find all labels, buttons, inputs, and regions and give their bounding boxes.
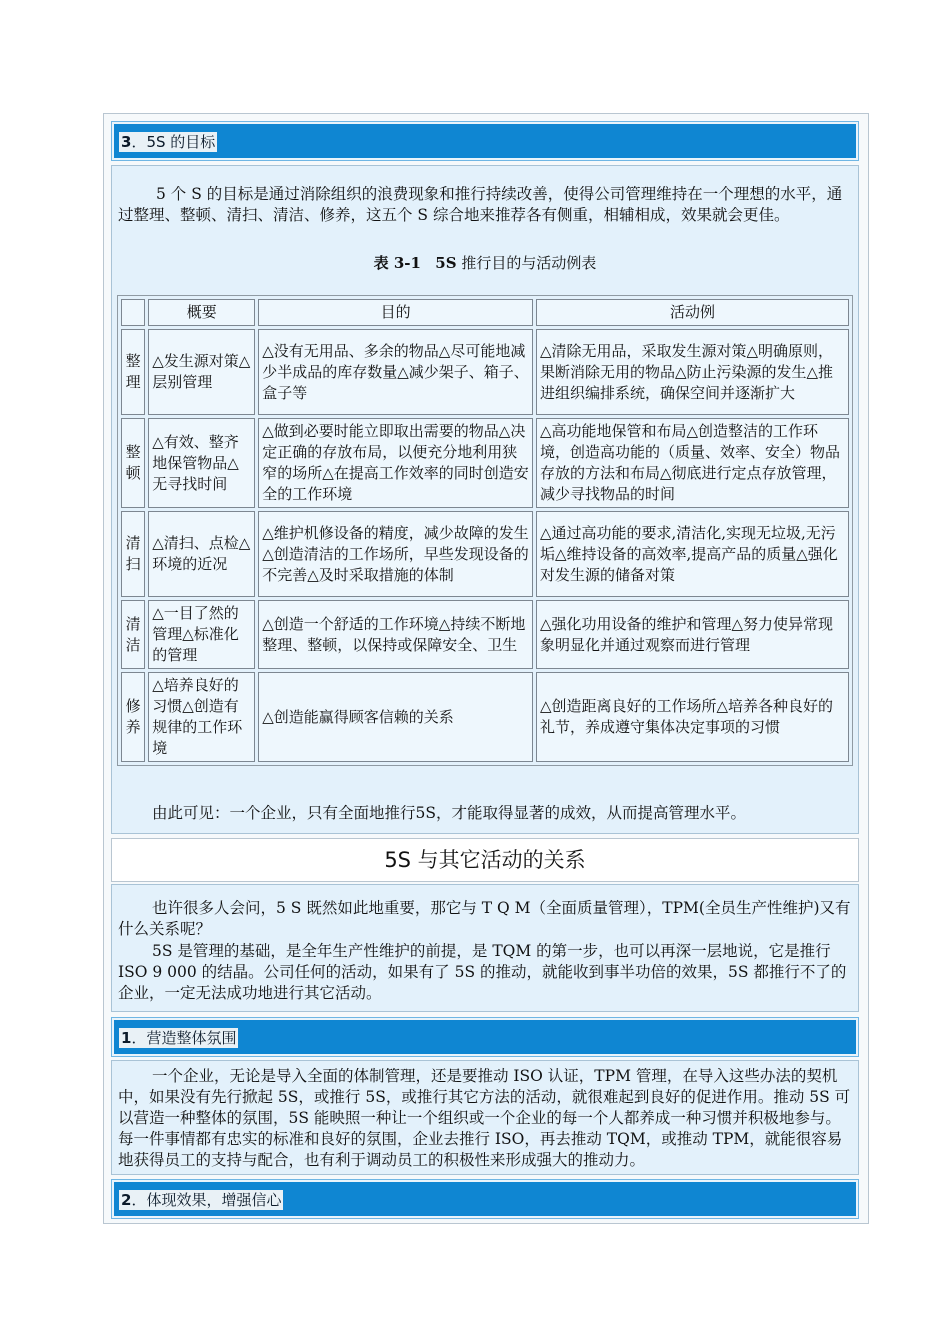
row-label: 清扫	[121, 511, 145, 597]
relation-para-2: 5S 是管理的基础，是全年生产性维护的前提，是 TQM 的第一步，也可以再深一层地说，它是推行 ISO 9 000 的结晶。公司任何的活动，如果有了 5S 的推动，就能收到事半功倍的效果，5S 都推行不了的企业，一定无法成功地进行其它活动。	[118, 942, 847, 1002]
row-activity: △创造距离良好的工作场所△培养各种良好的礼节，养成遵守集体决定事项的习惯	[536, 672, 849, 762]
section-title: 3．5S 的目标	[121, 133, 216, 151]
caption-text: 推行目的与活动例表	[456, 254, 597, 272]
atmosphere-body: 一个企业，无论是导入全面的体制管理，还是要推动 ISO 认证，TPM 管理，在导入这些办法的契机中，如果没有先行掀起 5S，或推行 5S，或推行其它方法的活动，就很难起到良好的促进作用。推动 5S 可以营造一种整体的氛围，5S 能映照一种让一个组织或一个企业的每一个人都养成一种习惯并积极地参与。每一件事情都有忠实的标准和良好的氛围，企业去推行 ISO，再去推动 TQM，或推动 TPM，就能很容易地获得员工的支持与配合，也有利于调动员工的积极性来形成强大的推动力。	[118, 1067, 851, 1169]
row-summary: △培养良好的习惯△创造有规律的工作环境	[148, 672, 255, 762]
section-header-goals	[111, 121, 859, 161]
table-header-cell	[121, 299, 145, 326]
row-activity: △强化功用设备的维护和管理△努力使异常现象明显化并通过观察而进行管理	[536, 600, 849, 669]
section-title: 2．体现效果，增强信心	[121, 1191, 282, 1209]
row-summary: △有效、整齐地保管物品△无寻找时间	[148, 418, 255, 508]
row-summary: △一目了然的管理△标准化的管理	[148, 600, 255, 669]
relation-para-1: 也许很多人会问，5 S 既然如此地重要，那它与 T Q M（全面质量管理），TPM(全员生产性维护)又有什么关系呢？	[118, 899, 851, 938]
relation-heading: 5S 与其它活动的关系	[111, 838, 859, 882]
row-label: 整顿	[121, 418, 145, 508]
row-summary: △发生源对策△层别管理	[148, 329, 255, 415]
section-header-confidence	[111, 1179, 859, 1219]
row-label: 清洁	[121, 600, 145, 669]
row-purpose: △做到必要时能立即取出需要的物品△决定正确的存放布局，以便充分地利用狭窄的场所△在提高工作效率的同时创造安全的工作环境	[258, 418, 533, 508]
row-purpose: △没有无用品、多余的物品△尽可能地减少半成品的库存数量△减少架子、箱子、盒子等	[258, 329, 533, 415]
table-header-cell: 目的	[258, 299, 533, 326]
table-row	[121, 511, 849, 597]
5s-table	[117, 295, 853, 766]
table-header-cell: 概要	[148, 299, 255, 326]
goals-conclusion: 由此可见：一个企业，只有全面地推行5S，才能取得显著的成效，从而提高管理水平。	[152, 804, 746, 822]
table-row	[121, 672, 849, 762]
row-activity: △高功能地保管和布局△创造整洁的工作环境，创造高功能的（质量、效率、安全）物品存放的方法和布局△彻底进行定点存放管理，减少寻找物品的时间	[536, 418, 849, 508]
row-label: 整理	[121, 329, 145, 415]
table-row	[121, 600, 849, 669]
row-purpose: △创造能赢得顾客信赖的关系	[258, 672, 533, 762]
row-label: 修养	[121, 672, 145, 762]
table-row	[121, 329, 849, 415]
row-purpose: △维护机修设备的精度，减少故障的发生△创造清洁的工作场所，早些发现设备的不完善△及时采取措施的体制	[258, 511, 533, 597]
row-summary: △清扫、点检△环境的近况	[148, 511, 255, 597]
section-header-atmosphere	[111, 1017, 859, 1057]
table-caption: 表 3-1 5S 推行目的与活动例表	[373, 254, 597, 272]
table-row	[121, 418, 849, 508]
table-header-cell: 活动例	[536, 299, 849, 326]
goals-intro: 5 个 S 的目标是通过消除组织的浪费现象和推行持续改善，使得公司管理维持在一个理想的水平，通过整理、整顿、清扫、清洁、修养，这五个 S 综合地来推荐各有侧重，相辅相成，效果就会更佳。	[118, 185, 843, 224]
row-activity: △清除无用品，采取发生源对策△明确原则，果断消除无用的物品△防止污染源的发生△推进组织编排系统，确保空间并逐渐扩大	[536, 329, 849, 415]
section-title: 1．营造整体氛围	[121, 1029, 237, 1047]
row-purpose: △创造一个舒适的工作环境△持续不断地整理、整顿，以保持或保障安全、卫生	[258, 600, 533, 669]
row-activity: △通过高功能的要求,清洁化,实现无垃圾,无污垢△维持设备的高效率,提高产品的质量△强化对发生源的储备对策	[536, 511, 849, 597]
table-header-row	[121, 299, 849, 326]
